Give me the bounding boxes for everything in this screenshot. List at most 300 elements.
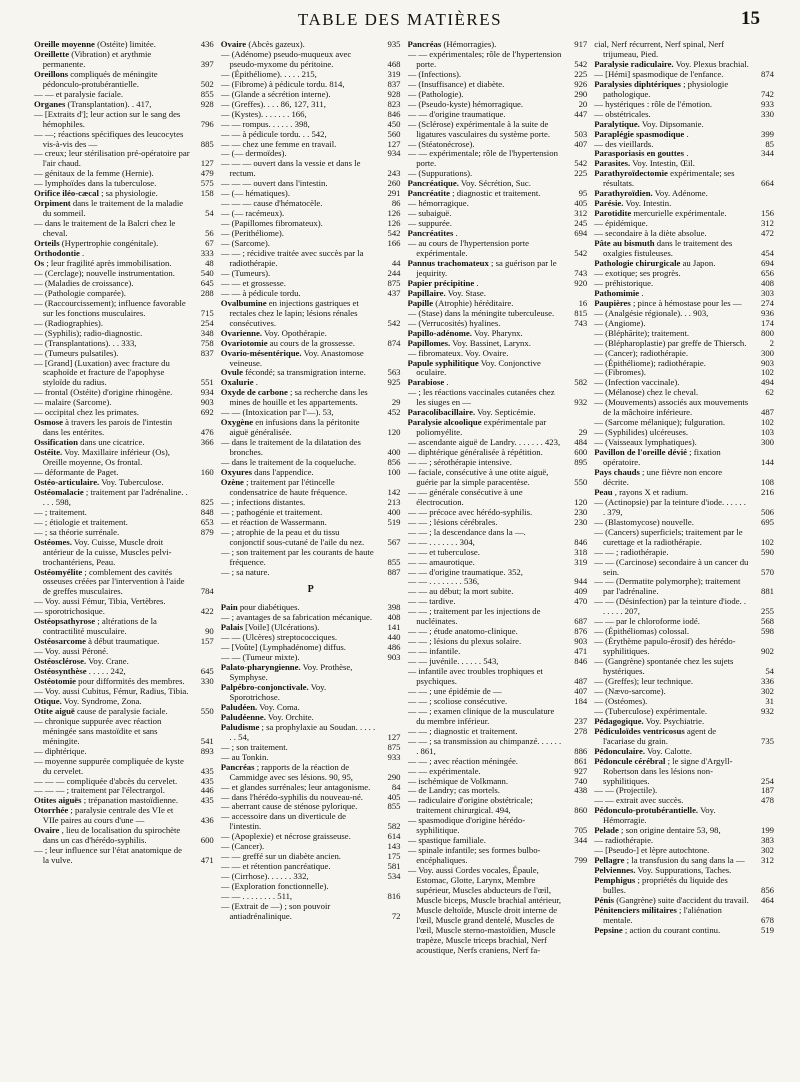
entry-text: Voy. Crane.	[88, 656, 129, 667]
entry-page-number: 486	[387, 642, 401, 653]
entry-text: — — — compliquée d'abcès du cervelet.	[34, 775, 178, 786]
entry-page-number: 472	[760, 228, 774, 239]
entry-page-number: 903	[200, 397, 214, 408]
entry-text: — ; pathogénie et traitement.	[220, 506, 323, 517]
entry-page-number: 166	[387, 238, 401, 249]
entry-heading: Palais	[220, 622, 243, 633]
entry-page-number: 437	[387, 287, 401, 298]
entry-page-number: 476	[200, 427, 214, 438]
entry-page-number: 800	[760, 327, 774, 338]
entry-page-number: 936	[760, 307, 774, 318]
entry-page-number: 330	[200, 676, 214, 686]
index-entry	[594, 40, 774, 60]
entry-heading: Ozène	[220, 476, 244, 487]
entry-heading: Orteils	[34, 238, 60, 249]
entry-text: expérimentale par poliomyélite.	[416, 417, 547, 438]
entry-text: — (— hématiques).	[220, 188, 290, 199]
entry-page-number: 932	[760, 705, 774, 716]
entry-text: — — ; récidive traitée avec succès par la radiothérapie.	[220, 248, 364, 268]
entry-page-number: 303	[760, 287, 774, 298]
index-entry	[34, 846, 214, 866]
entry-page-number: 243	[387, 168, 401, 179]
page-header	[0, 10, 800, 36]
index-column-4	[594, 40, 774, 1078]
entry-text: — sporotrichosique.	[34, 606, 105, 617]
entry-text: — secondaire à la diète absolue.	[594, 228, 707, 239]
entry-heading: Ostéosynthèse	[34, 666, 87, 677]
index-entry	[594, 757, 774, 787]
entry-text: — (Tumeurs pulsatiles).	[34, 347, 119, 358]
entry-text: ; l'aliénation mentale.	[602, 904, 722, 925]
entry-page-number: 319	[574, 556, 588, 567]
entry-page-number: 471	[574, 646, 588, 657]
entry-page-number: 694	[574, 228, 588, 239]
entry-page-number: 120	[574, 496, 588, 507]
entry-text: — au Tonkin.	[220, 751, 269, 762]
entry-heading: Peau	[594, 486, 613, 497]
entry-page-number: 846	[387, 108, 401, 119]
entry-text: — (Papillomes fibromateux).	[220, 218, 323, 229]
entry-text: — suppurée.	[407, 218, 452, 229]
entry-page-number: 330	[760, 108, 774, 119]
entry-page-number: 318	[574, 546, 588, 557]
entry-text: — creux; leur stérilisation pré-opératoire par l'air chaud.	[34, 148, 190, 169]
entry-heading: Pemphigus	[594, 875, 636, 886]
entry-page-number: 893	[200, 745, 214, 756]
entry-page-number: 260	[387, 178, 401, 189]
entry-text: — — au début; la mort subite.	[407, 586, 514, 597]
entry-heading: Oxyde de carbone	[220, 387, 288, 398]
entry-page-number: 300	[760, 347, 774, 358]
index-entry	[594, 637, 774, 657]
entry-text: — spinale infantile; ses formes bulbo-encéphaliques.	[407, 845, 541, 866]
entry-text: — Voy. aussi Cordes vocales, Épaule, Estomac, Glotte, Larynx, Membre supérieur, Muscles abducteurs de l'œil, Muscle biceps, Muscle brachial antérieur, Muscle deltoïde, Muscle droit interne de l'œil, Muscle grand dentelé, Muscles de l'œil, Muscle sterno-mastoïdien, Muscle trapèze, Muscle triceps brachial, Nerf acoustique, Nerfs craniens, Nerf fa-	[407, 865, 562, 955]
index-entry	[34, 299, 214, 319]
entry-page-number: 600	[200, 835, 214, 846]
entry-text: — — expérimentale; rôle de l'hypertension porte.	[407, 148, 558, 169]
entry-page-number: 935	[387, 40, 401, 49]
index-entry	[221, 349, 401, 369]
entry-heading: Ostéomes.	[34, 536, 72, 547]
entry-page-number: 230	[574, 506, 588, 517]
entry-text: .	[446, 377, 449, 388]
entry-page-number: 895	[574, 457, 588, 468]
entry-page-number: 274	[760, 297, 774, 308]
entry-page-number: 158	[200, 188, 214, 199]
entry-text: — — — ; traitement par l'électrargol.	[34, 785, 165, 796]
entry-text: cause de paralysie faciale.	[76, 705, 168, 716]
index-entry	[221, 902, 401, 922]
entry-text: compliqués de méningite pédonculo-protubérantielle.	[42, 68, 158, 89]
entry-text: — (Radiographies).	[34, 317, 103, 328]
entry-page-number: 156	[760, 208, 774, 219]
entry-page-number: 383	[760, 835, 774, 846]
index-entry	[594, 468, 774, 488]
entry-page-number: 213	[387, 496, 401, 507]
entry-text: Voy. Sécrétion, Suc.	[460, 178, 531, 189]
entry-text: à travers les parois de l'intestin dans les entérites.	[42, 417, 173, 438]
entry-text: — (Maladies de croissance).	[34, 277, 134, 288]
entry-page-number: 920	[574, 277, 588, 288]
entry-heading: Pathomimie	[594, 287, 640, 298]
entry-heading: Pannus trachomateux	[407, 257, 489, 268]
entry-text: — (Pathologie).	[407, 88, 464, 99]
index-entry	[594, 169, 774, 189]
entry-heading: Pellagre	[594, 855, 625, 866]
entry-text: — —; réactions spécifiques des leucocytes vis-à-vis des —	[34, 128, 184, 149]
entry-text: (Atrophie) héréditaire.	[435, 297, 514, 308]
entry-page-number: 302	[760, 685, 774, 696]
entry-page-number: 902	[760, 646, 774, 657]
entry-text: — [Voûte] (Lymphadénome) diffus.	[220, 642, 346, 653]
index-entry	[34, 488, 214, 508]
entry-page-number: 86	[391, 198, 401, 209]
entry-text: (Gangrène) suite d'accident du travail.	[616, 894, 749, 905]
entry-page-number: 494	[760, 377, 774, 388]
entry-page-number: 300	[760, 437, 774, 448]
entry-heading: Pancréatite	[407, 188, 450, 199]
entry-text: — (Stéatonécrose).	[407, 138, 475, 149]
index-column-3	[408, 40, 588, 1078]
entry-page-number: 366	[200, 437, 214, 448]
entry-page-number: 582	[574, 377, 588, 388]
entry-text: ; sa recherche dans les mines de houille et les appartements.	[229, 387, 368, 408]
index-entry	[34, 149, 214, 169]
entry-page-number: 102	[760, 367, 774, 378]
index-entry	[221, 568, 401, 578]
entry-text: — ; sa nature.	[220, 566, 270, 577]
entry-text: ; sa guérison par le jequirity.	[416, 257, 557, 278]
entry-text: — (Infections).	[407, 68, 462, 79]
index-entry	[594, 926, 774, 936]
entry-heading: Pédonculo-protubérantielle.	[594, 805, 699, 816]
entry-text: ; la transfusion du sang dans la —	[626, 855, 745, 866]
entry-page-number: 2	[769, 337, 774, 348]
entry-text: — fibromateux. Voy. Ovaire.	[407, 347, 509, 358]
entry-text: — (Stase) dans la méningite tuberculeuse.	[407, 307, 555, 318]
entry-page-number: 740	[574, 775, 588, 786]
entry-text: (Transplantation). . 417,	[67, 98, 152, 109]
entry-text: — faciale, consécutive à une otite aiguë, guérie par la simple paracentèse.	[407, 466, 549, 487]
entry-page-number: 874	[760, 68, 774, 79]
index-entry	[408, 149, 588, 169]
entry-page-number: 435	[200, 795, 214, 806]
entry-text: Voy. Psychiatrie.	[645, 715, 705, 726]
entry-text: [Voile] (Ulcérations).	[245, 622, 320, 633]
entry-text: — ; leur influence sur l'état anatomique de la vulve.	[34, 845, 182, 866]
entry-heading: Pancréas	[220, 761, 255, 772]
entry-text: — (Cancers) superficiels; traitement par le curettage et la radiothérapie.	[594, 526, 743, 547]
entry-page-number: 435	[200, 775, 214, 786]
index-entry	[34, 130, 214, 150]
entry-page-number: 400	[387, 506, 401, 517]
entry-page-number: 187	[760, 785, 774, 796]
entry-text: — (Cerclage); nouvelle instrumentation.	[34, 267, 175, 278]
entry-text: cial, Nerf récurrent, Nerf spinal, Nerf trijumeau, Pied.	[594, 40, 725, 59]
entry-page-number: 887	[387, 566, 401, 577]
entry-text: — (Infection vaccinale).	[594, 377, 680, 388]
entry-text: Voy. Plexus brachial.	[675, 58, 749, 69]
entry-page-number: 216	[760, 486, 774, 497]
index-entry	[594, 597, 774, 617]
entry-text: — — infantile.	[407, 646, 461, 657]
entry-page-number: 302	[760, 845, 774, 856]
entry-text: , lieu de localisation du spirochète dans un cas d'hérédo-syphilis.	[42, 825, 181, 846]
entry-text: en infusions dans la péritonite aiguë généralisée.	[229, 417, 360, 438]
entry-text: — radiothérapie.	[594, 835, 654, 846]
entry-heading: Osmose	[34, 417, 63, 428]
entry-text: — — ; radiothérapie.	[594, 546, 669, 557]
entry-page-number: 856	[760, 885, 774, 896]
entry-heading: Parathyroïdien.	[594, 188, 653, 199]
entry-page-number: 398	[387, 602, 401, 613]
entry-page-number: 694	[760, 257, 774, 268]
entry-page-number: 405	[574, 198, 588, 209]
entry-page-number: 31	[765, 695, 774, 706]
index-entry	[34, 448, 214, 468]
index-entry	[221, 528, 401, 548]
entry-text: — (Tumeurs).	[220, 267, 271, 278]
index-entry	[408, 418, 588, 438]
entry-text: — (Nævo-sarcome).	[594, 685, 666, 696]
index-entry	[594, 398, 774, 418]
entry-text: — moyenne suppurée compliquée de kyste du cervelet.	[34, 755, 184, 776]
entry-text: — (Sclérose) expérimentale à la suite de ligatures vasculaires du système porte.	[407, 118, 551, 139]
entry-text: — — (Tumeur mixte).	[220, 652, 300, 663]
entry-page-number: 933	[760, 98, 774, 109]
entry-page-number: 127	[387, 138, 401, 149]
entry-heading: Ostéomalacie	[34, 486, 84, 497]
entry-heading: Pays chauds	[594, 466, 640, 477]
index-entry	[408, 359, 588, 379]
entry-text: — (Bléphārite); traitement.	[594, 327, 690, 338]
entry-heading: Paludéen.	[220, 701, 258, 712]
entry-page-number: 84	[391, 781, 401, 792]
entry-page-number: 141	[387, 622, 401, 633]
entry-heading: Parotidite	[594, 208, 632, 219]
index-entry	[34, 717, 214, 747]
entry-text: dans le traitement des oxalgies fistuleuses.	[602, 238, 733, 259]
entry-page-number: 551	[200, 377, 214, 388]
entry-text: — (Suppurations).	[407, 168, 473, 179]
entry-page-number: 933	[387, 751, 401, 762]
entry-text: — ; traitement.	[34, 506, 87, 517]
entry-text: — (Épithéliome). . . . . 215,	[220, 68, 317, 79]
entry-text: — des vieillards.	[594, 138, 654, 149]
entry-heading: Pavillon de l'oreille dévié	[594, 447, 687, 458]
entry-heading: Parasites.	[594, 158, 631, 169]
entry-text: — — chez une femme en travail.	[220, 138, 337, 149]
entry-page-number: 917	[574, 40, 588, 49]
entry-text: — — . . . . . . . 304,	[407, 536, 475, 547]
index-column-1	[34, 40, 214, 1078]
entry-text: — — d'origine traumatique.	[407, 108, 506, 119]
entry-heading: Organes	[34, 98, 66, 109]
entry-page-number: 464	[760, 894, 774, 905]
entry-text: — — ; diagnostic et traitement.	[407, 725, 518, 736]
entry-heading: Pathologie chirurgicale	[594, 257, 681, 268]
entry-page-number: 550	[200, 705, 214, 716]
entry-text: — (Mouvements) associés aux mouvements de la mâchoire inférieure.	[594, 397, 749, 418]
entry-page-number: 876	[574, 626, 588, 637]
entry-text: — et réaction de Wassermann.	[220, 516, 327, 527]
entry-heading: Oreille moyenne	[34, 40, 95, 49]
entry-text: ; sa physiologie.	[101, 188, 158, 199]
entry-text: ; pince à hémostase pour les —	[632, 297, 742, 308]
entry-text: Voy. Pharynx.	[473, 327, 523, 338]
entry-heading: Otique.	[34, 695, 62, 706]
entry-page-number: 157	[200, 636, 214, 647]
entry-page-number: 925	[387, 377, 401, 388]
entry-page-number: 875	[387, 277, 401, 288]
entry-page-number: 885	[200, 138, 214, 149]
entry-text: — — ; sa transmission au chimpanzé. . . . . . . 861,	[407, 735, 562, 756]
entry-heading: Pelviennes.	[594, 865, 636, 876]
entry-page-number: 312	[760, 855, 774, 866]
entry-text: — et glandes surrénales; leur antagonisme.	[220, 781, 371, 792]
index-entry	[594, 876, 774, 896]
entry-heading: Pancréatites	[407, 228, 454, 239]
entry-text: — (Sarcome).	[220, 238, 270, 249]
entry-text: Voy. Septicémie.	[477, 407, 536, 418]
entry-text: Voy. Adénome.	[654, 188, 708, 199]
entry-page-number: 506	[760, 506, 774, 517]
entry-page-number: 175	[387, 851, 401, 862]
entry-text: Voy. Orchite.	[267, 711, 314, 722]
entry-text: ; paralysie centrale des VIe et VIIe paires au cours d'une —	[42, 805, 174, 826]
entry-heading: Parathyroïdectomie	[594, 168, 668, 179]
entry-page-number: 687	[574, 616, 588, 627]
entry-text: en injections gastriques et rectales chez le lapin; lésions rénales consécutives.	[229, 297, 359, 328]
entry-page-number: 278	[574, 725, 588, 736]
entry-page-number: 244	[387, 267, 401, 278]
entry-text: — occipital chez les primates.	[34, 407, 139, 418]
index-entry	[408, 737, 588, 757]
entry-page-number: 837	[200, 347, 214, 358]
entry-page-number: 143	[387, 841, 401, 852]
entry-text: — (Cirrhose). . . . . . 332,	[220, 871, 309, 882]
entry-page-number: 72	[391, 910, 401, 921]
entry-heading: Pédiculoïdes ventricosus	[594, 725, 685, 736]
index-entry	[34, 70, 214, 90]
entry-page-number: 815	[574, 307, 588, 318]
entry-page-number: 29	[391, 397, 401, 408]
entry-text: — (Syphilides) ulcéreuses.	[594, 427, 689, 438]
entry-page-number: 85	[765, 138, 774, 149]
entry-page-number: 645	[200, 277, 214, 288]
entry-text: — — ; examen clinique de la musculature du membre inférieur.	[407, 705, 555, 726]
entry-text: — (Fibrome) à pédicule tordu. 814,	[220, 78, 345, 89]
entry-heading: Ostéomyélite	[34, 566, 83, 577]
index-entry	[221, 478, 401, 498]
entry-text: — — (Carcinose) secondaire à un cancer du sein.	[594, 556, 749, 577]
entry-text: Voy. Sporotrichose.	[229, 682, 327, 702]
index-entry	[221, 812, 401, 832]
entry-page-number: 126	[387, 218, 401, 229]
index-entry	[34, 50, 214, 70]
index-entry	[594, 80, 774, 100]
entry-page-number: 928	[200, 98, 214, 109]
entry-text: (Abcès gazeux).	[248, 40, 305, 49]
entry-text: (Ostéite) limitée.	[97, 40, 156, 49]
index-columns	[34, 40, 774, 1078]
entry-heading: Papillomes.	[407, 337, 451, 348]
entry-text: — (Cancer).	[220, 841, 265, 852]
entry-page-number: 102	[760, 536, 774, 547]
entry-text: Voy. Intestin, Œil.	[632, 158, 695, 169]
entry-text: — (Adénome) pseudo-muqueux avec pseudo-myxome du péritoine.	[220, 48, 352, 69]
entry-heading: Ostéotomie	[34, 676, 76, 686]
entry-page-number: 695	[760, 516, 774, 527]
entry-page-number: 563	[387, 367, 401, 378]
entry-page-number: 199	[760, 825, 774, 836]
index-entry	[221, 159, 401, 179]
index-entry	[408, 388, 588, 408]
entry-text: — — ; sérothérapie intensive.	[407, 457, 512, 468]
entry-page-number: 470	[574, 596, 588, 607]
entry-page-number: 225	[574, 168, 588, 179]
entry-text: pour difformités des membres.	[78, 676, 185, 686]
index-entry	[34, 418, 214, 438]
entry-text: Voy. Dipsomanie.	[641, 118, 704, 129]
entry-text: au cours de la grossesse.	[269, 337, 355, 348]
entry-text: Voy. Maxillaire inférieur (Os), Oreille moyenne, Os frontal.	[42, 447, 170, 468]
entry-text: — (Épithéliomas) colossal.	[594, 626, 690, 637]
entry-page-number: 54	[205, 208, 214, 219]
entry-page-number: 452	[387, 407, 401, 418]
entry-text: — — générale consécutive à une électrocution.	[407, 486, 523, 507]
index-entry	[408, 239, 588, 259]
entry-page-number: 230	[574, 516, 588, 527]
entry-heading: Otites aiguës	[34, 795, 82, 806]
entry-text: — ; infections distantes.	[220, 496, 306, 507]
entry-heading: Pain	[220, 602, 238, 613]
entry-text: .	[686, 148, 689, 159]
entry-page-number: 614	[387, 831, 401, 842]
entry-page-number: 542	[574, 248, 588, 259]
entry-text: — (Pseudo-kyste) hémorragique.	[407, 98, 524, 109]
entry-text: — radiculaire d'origine obstétricale; traitement chirurgical. 494,	[407, 795, 533, 816]
entry-page-number: 692	[200, 407, 214, 418]
entry-text: — exotique; ses progrès.	[594, 267, 681, 278]
entry-page-number: 932	[574, 397, 588, 408]
entry-page-number: 861	[574, 755, 588, 766]
index-entry	[221, 548, 401, 568]
entry-text: — — expérimentales; rôle de l'hypertension porte.	[407, 48, 562, 69]
entry-page-number: 126	[387, 208, 401, 219]
entry-heading: Papier précipitine	[407, 277, 475, 288]
entry-page-number: 422	[200, 606, 214, 617]
entry-text: — (Ostéomes).	[594, 695, 648, 706]
entry-text: — (Vaisseaux lymphatiques).	[594, 437, 697, 448]
entry-page-number: 934	[387, 148, 401, 159]
entry-heading: Papille	[407, 297, 434, 308]
entry-page-number: 405	[387, 791, 401, 802]
entry-heading: Paralysie alcoolique	[407, 417, 482, 428]
entry-page-number: 799	[574, 855, 588, 866]
entry-heading: Paludéenne.	[220, 711, 266, 722]
entry-page-number: 100	[387, 466, 401, 477]
entry-heading: Ovarienne.	[220, 327, 263, 338]
entry-page-number: 926	[574, 78, 588, 89]
entry-text: .	[455, 228, 458, 239]
entry-text: ; fixation opératoire.	[602, 447, 721, 468]
entry-text: fécondé; sa transmigration interne.	[245, 367, 366, 378]
index-entry	[34, 110, 214, 130]
entry-page-number: 823	[387, 98, 401, 109]
entry-page-number: 103	[760, 427, 774, 438]
entry-page-number: 407	[574, 685, 588, 696]
